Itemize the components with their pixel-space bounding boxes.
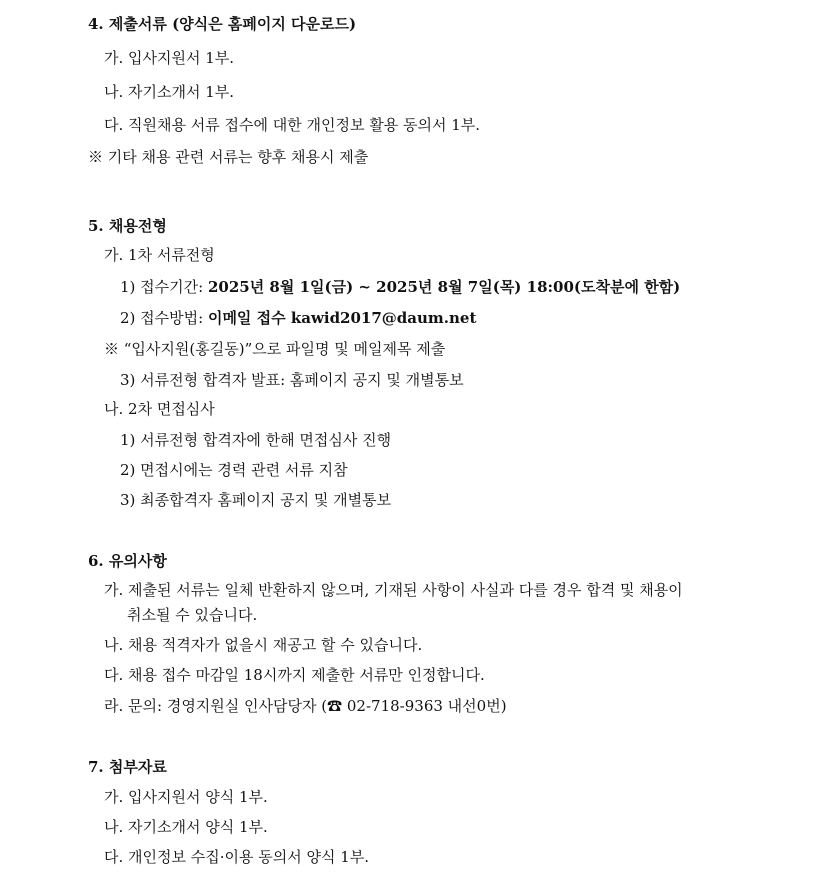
section-5-note: ※ “입사지원(홍길동)”으로 파일명 및 메일제목 제출 xyxy=(104,340,446,358)
section-5-item-ga: 가. 1차 서류전형 xyxy=(104,246,215,264)
section-6-item-ra: 라. 문의: 경영지원실 인사담당자 (☎ 02-718-9363 내선0번) xyxy=(104,697,507,715)
section-7-item-ga: 가. 입사지원서 양식 1부. xyxy=(104,788,268,806)
section-5-item-na: 나. 2차 면접심사 xyxy=(104,400,215,418)
section-6-heading: 6. 유의사항 xyxy=(88,552,167,570)
period-value: 2025년 8월 1일(금) ~ 2025년 8월 7일(목) 18:00(도착분에 한함) xyxy=(207,278,681,296)
section-5-method xyxy=(120,308,476,328)
section-5-interview-3: 3) 최종합격자 홈페이지 공지 및 개별통보 xyxy=(120,491,392,509)
section-5-period xyxy=(120,277,680,297)
section-5-heading: 5. 채용전형 xyxy=(88,217,167,235)
section-6-item-ga-cont: 취소될 수 있습니다. xyxy=(127,606,258,624)
section-6-item-ga: 가. 제출된 서류는 일체 반환하지 않으며, 기재된 사항이 사실과 다를 경우 합격 및 채용이 xyxy=(104,581,683,599)
section-4-heading: 4. 제출서류 (양식은 홈페이지 다운로드) xyxy=(88,15,357,33)
section-7-item-da: 다. 개인정보 수집·이용 동의서 양식 1부. xyxy=(104,848,370,866)
period-label: 1) 접수기간: xyxy=(120,278,208,296)
section-7-item-na: 나. 자기소개서 양식 1부. xyxy=(104,818,268,836)
section-4-item-da: 다. 직원채용 서류 접수에 대한 개인정보 활용 동의서 1부. xyxy=(104,116,481,134)
section-7-heading: 7. 첨부자료 xyxy=(88,758,167,776)
section-4-item-na: 나. 자기소개서 1부. xyxy=(104,83,235,101)
section-4-note: ※ 기타 채용 관련 서류는 향후 채용시 제출 xyxy=(88,148,369,166)
section-6-item-da: 다. 채용 접수 마감일 18시까지 제출한 서류만 인정합니다. xyxy=(104,666,485,684)
section-5-interview-1: 1) 서류전형 합격자에 한해 면접심사 진행 xyxy=(120,431,392,449)
method-label: 2) 접수방법: xyxy=(120,309,208,327)
section-6-item-na: 나. 채용 적격자가 없을시 재공고 할 수 있습니다. xyxy=(104,636,423,654)
section-5-interview-2: 2) 면접시에는 경력 관련 서류 지참 xyxy=(120,461,348,479)
section-4-item-ga: 가. 입사지원서 1부. xyxy=(104,49,235,67)
method-value: 이메일 접수 kawid2017@daum.net xyxy=(207,309,477,327)
section-5-announce: 3) 서류전형 합격자 발표: 홈페이지 공지 및 개별통보 xyxy=(120,371,464,389)
